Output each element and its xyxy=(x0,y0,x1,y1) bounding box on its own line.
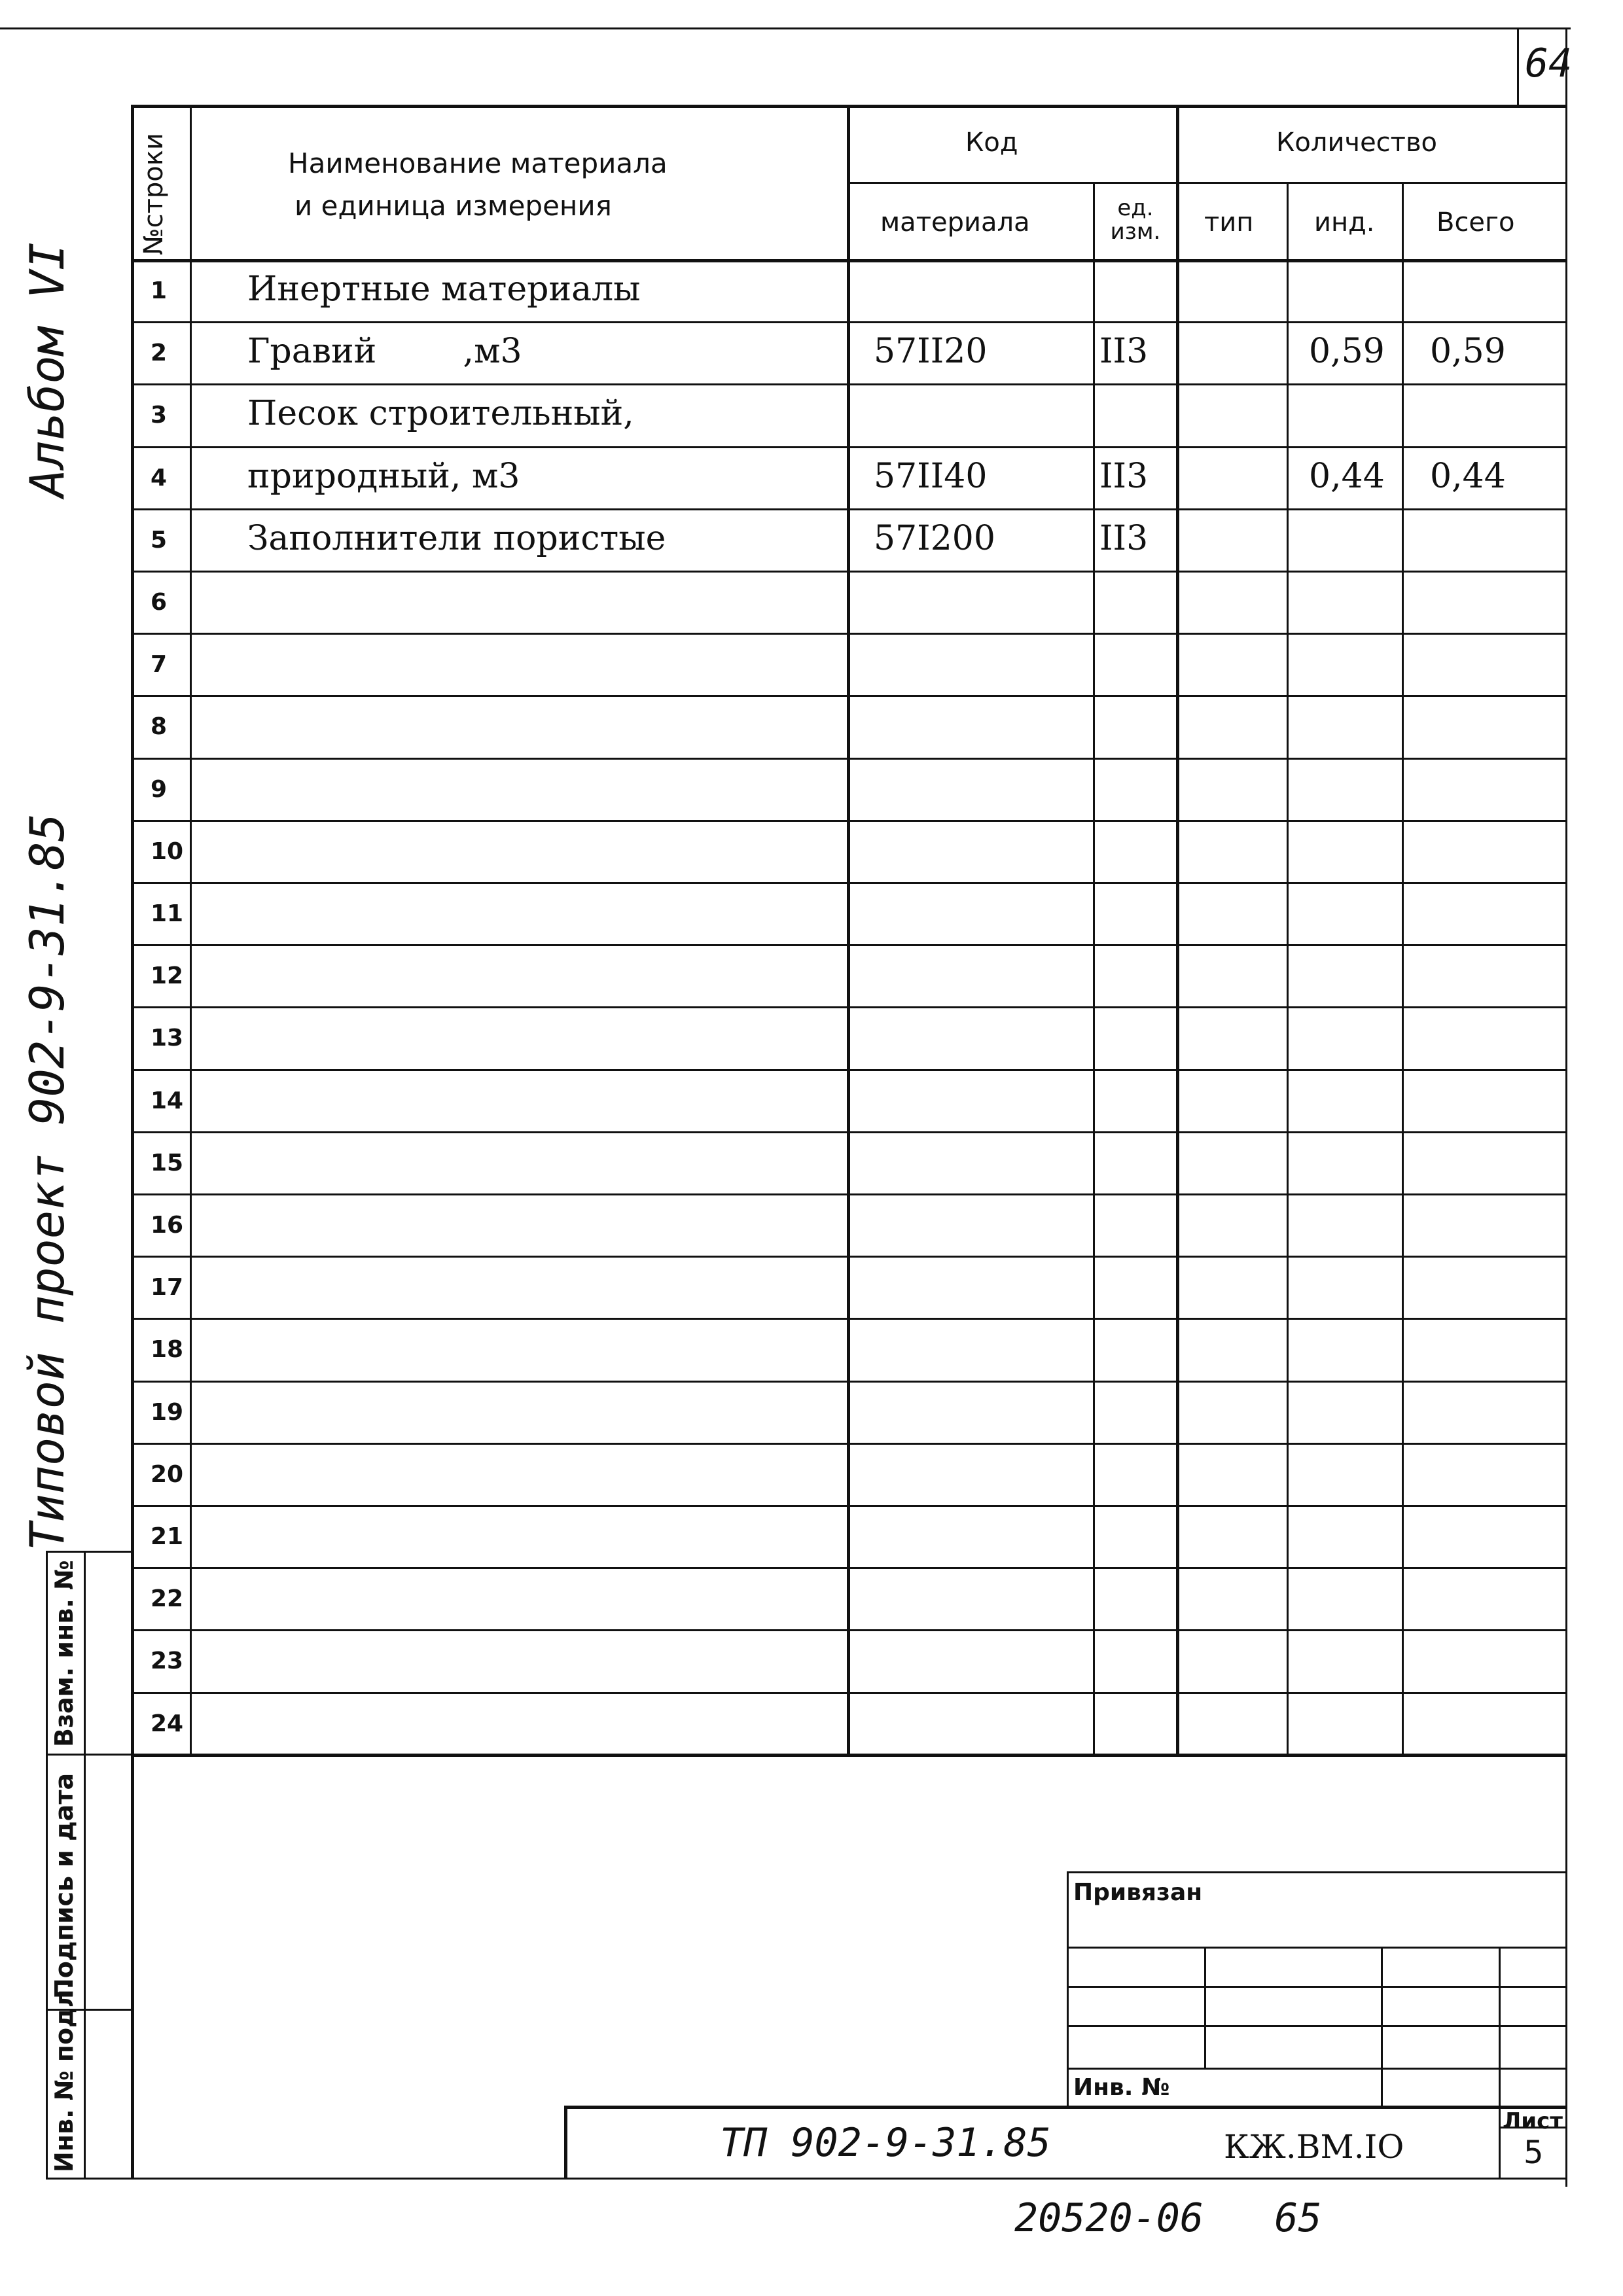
row-divider xyxy=(131,1069,1567,1071)
stamp-vzam-inv: Взам. инв. № xyxy=(50,1560,79,1747)
tb-privyazan-label: Привязан xyxy=(1073,1879,1203,1906)
row-number: 4 xyxy=(151,465,168,491)
row-name: Инертные материалы xyxy=(247,270,641,309)
top-border xyxy=(0,27,1571,29)
row-unit: II3 xyxy=(1099,332,1149,371)
row-unit: II3 xyxy=(1099,519,1149,558)
row-number: 14 xyxy=(151,1087,184,1114)
row-divider xyxy=(131,695,1567,697)
row-number: 15 xyxy=(151,1150,184,1176)
header-code-group: Код xyxy=(965,128,1018,158)
stamp-inv-podl: Инв. № подл. xyxy=(50,1979,79,2172)
row-total: 0,59 xyxy=(1430,332,1506,371)
row-number: 3 xyxy=(151,402,168,429)
row-number: 10 xyxy=(151,838,184,865)
row-number: 12 xyxy=(151,963,184,989)
row-number: 22 xyxy=(151,1585,184,1612)
row-divider xyxy=(131,1692,1567,1694)
row-divider xyxy=(131,321,1567,323)
row-code: 57II20 xyxy=(874,332,988,371)
stamp-inner-line xyxy=(84,1551,86,2179)
tb-privyazan-top xyxy=(1067,1871,1567,1873)
row-number: 5 xyxy=(151,527,168,554)
header-subdivider xyxy=(847,182,1567,184)
footer-number: 20520-06 65 xyxy=(1014,2195,1322,2241)
row-number: 24 xyxy=(151,1710,184,1737)
row-divider xyxy=(131,571,1567,573)
row-code: 57II40 xyxy=(874,457,988,496)
row-divider xyxy=(131,1256,1567,1258)
col-ind-right xyxy=(1402,182,1404,1754)
row-divider xyxy=(131,944,1567,946)
row-divider xyxy=(131,1505,1567,1507)
row-number: 8 xyxy=(151,713,168,740)
row-divider xyxy=(131,882,1567,884)
tb-main-top xyxy=(564,2106,1567,2109)
header-code-material: материала xyxy=(880,207,1030,238)
tb-sheet-value: 5 xyxy=(1524,2134,1544,2171)
stamp-top xyxy=(46,1551,131,1553)
row-number: 17 xyxy=(151,1274,184,1301)
stamp-div-1 xyxy=(46,1754,131,1756)
col-type-right xyxy=(1287,182,1289,1754)
header-qty-total: Всего xyxy=(1436,207,1515,238)
row-number: 21 xyxy=(151,1523,184,1550)
tb-privyazan-left xyxy=(1067,1871,1069,2107)
header-code-unit: ед. изм. xyxy=(1110,195,1161,245)
row-number: 2 xyxy=(151,340,168,366)
row-divider xyxy=(131,1193,1567,1195)
row-number: 18 xyxy=(151,1336,184,1363)
row-ind: 0,44 xyxy=(1309,457,1385,496)
header-qty-ind: инд. xyxy=(1314,207,1375,238)
row-number: 7 xyxy=(151,651,168,678)
tb-grid-v3 xyxy=(1499,1947,1501,2179)
row-total: 0,44 xyxy=(1430,457,1506,496)
row-unit: II3 xyxy=(1099,457,1149,496)
album-annotation: Альбом VI xyxy=(20,241,75,497)
right-border xyxy=(1565,27,1567,2187)
title-block-bottom xyxy=(131,2178,1567,2180)
tb-mark: КЖ.ВМ.IO xyxy=(1224,2128,1404,2166)
row-name: Гравий ,м3 xyxy=(247,332,522,371)
header-name-line2: и единица измерения xyxy=(294,190,612,222)
page-number-box-left xyxy=(1517,27,1519,106)
row-name: природный, м3 xyxy=(247,457,520,496)
tb-grid-v1 xyxy=(1204,1947,1206,2068)
row-divider xyxy=(131,1006,1567,1008)
row-divider xyxy=(131,1318,1567,1320)
row-number: 6 xyxy=(151,589,168,616)
page-number: 64 xyxy=(1525,41,1573,86)
row-divider xyxy=(131,633,1567,635)
table-left-border xyxy=(131,105,134,2179)
header-qty-type: тип xyxy=(1204,207,1254,238)
row-number: 11 xyxy=(151,900,184,927)
stamp-podpis-data: Подпись и дата xyxy=(50,1773,79,1999)
row-divider xyxy=(131,1443,1567,1445)
header-row-no: №строки xyxy=(139,133,169,255)
row-divider xyxy=(131,1381,1567,1383)
row-number: 20 xyxy=(151,1461,184,1488)
tb-grid-1 xyxy=(1067,1947,1567,1949)
row-number: 13 xyxy=(151,1025,184,1051)
row-divider xyxy=(131,1629,1567,1631)
row-divider xyxy=(131,1131,1567,1133)
row-divider xyxy=(131,758,1567,760)
header-qty-group: Количество xyxy=(1276,128,1438,158)
row-number: 19 xyxy=(151,1399,184,1426)
tb-doc-code: ТП 902-9-31.85 xyxy=(720,2120,1051,2166)
tb-grid-v2 xyxy=(1381,1947,1383,2107)
row-number: 16 xyxy=(151,1212,184,1239)
row-divider xyxy=(131,446,1567,448)
header-bottom xyxy=(131,259,1567,262)
row-ind: 0,59 xyxy=(1309,332,1385,371)
tb-main-left xyxy=(564,2106,567,2179)
tb-grid-4 xyxy=(1067,2068,1567,2070)
tb-inv-no-label: Инв. № xyxy=(1073,2074,1170,2101)
tb-grid-2 xyxy=(1067,1986,1567,1988)
table-bottom xyxy=(131,1754,1567,1757)
row-name: Песок строительный, xyxy=(247,394,634,433)
row-number: 1 xyxy=(151,277,168,304)
row-code: 57I200 xyxy=(874,519,995,558)
row-number: 23 xyxy=(151,1648,184,1674)
col-code-right xyxy=(1093,182,1095,1754)
tb-grid-3 xyxy=(1067,2025,1567,2027)
stamp-outer-line xyxy=(46,1551,48,2179)
row-divider xyxy=(131,383,1567,385)
stamp-bottom xyxy=(46,2178,131,2180)
header-name: Наименование материала xyxy=(288,147,668,179)
row-name: Заполнители пористые xyxy=(247,519,666,558)
row-number: 9 xyxy=(151,776,168,803)
row-divider xyxy=(131,508,1567,510)
row-divider xyxy=(131,820,1567,822)
row-divider xyxy=(131,1567,1567,1569)
project-annotation: Типовой проект 902-9-31.85 xyxy=(20,813,75,1551)
tb-sheet-label: Лист xyxy=(1503,2108,1563,2134)
